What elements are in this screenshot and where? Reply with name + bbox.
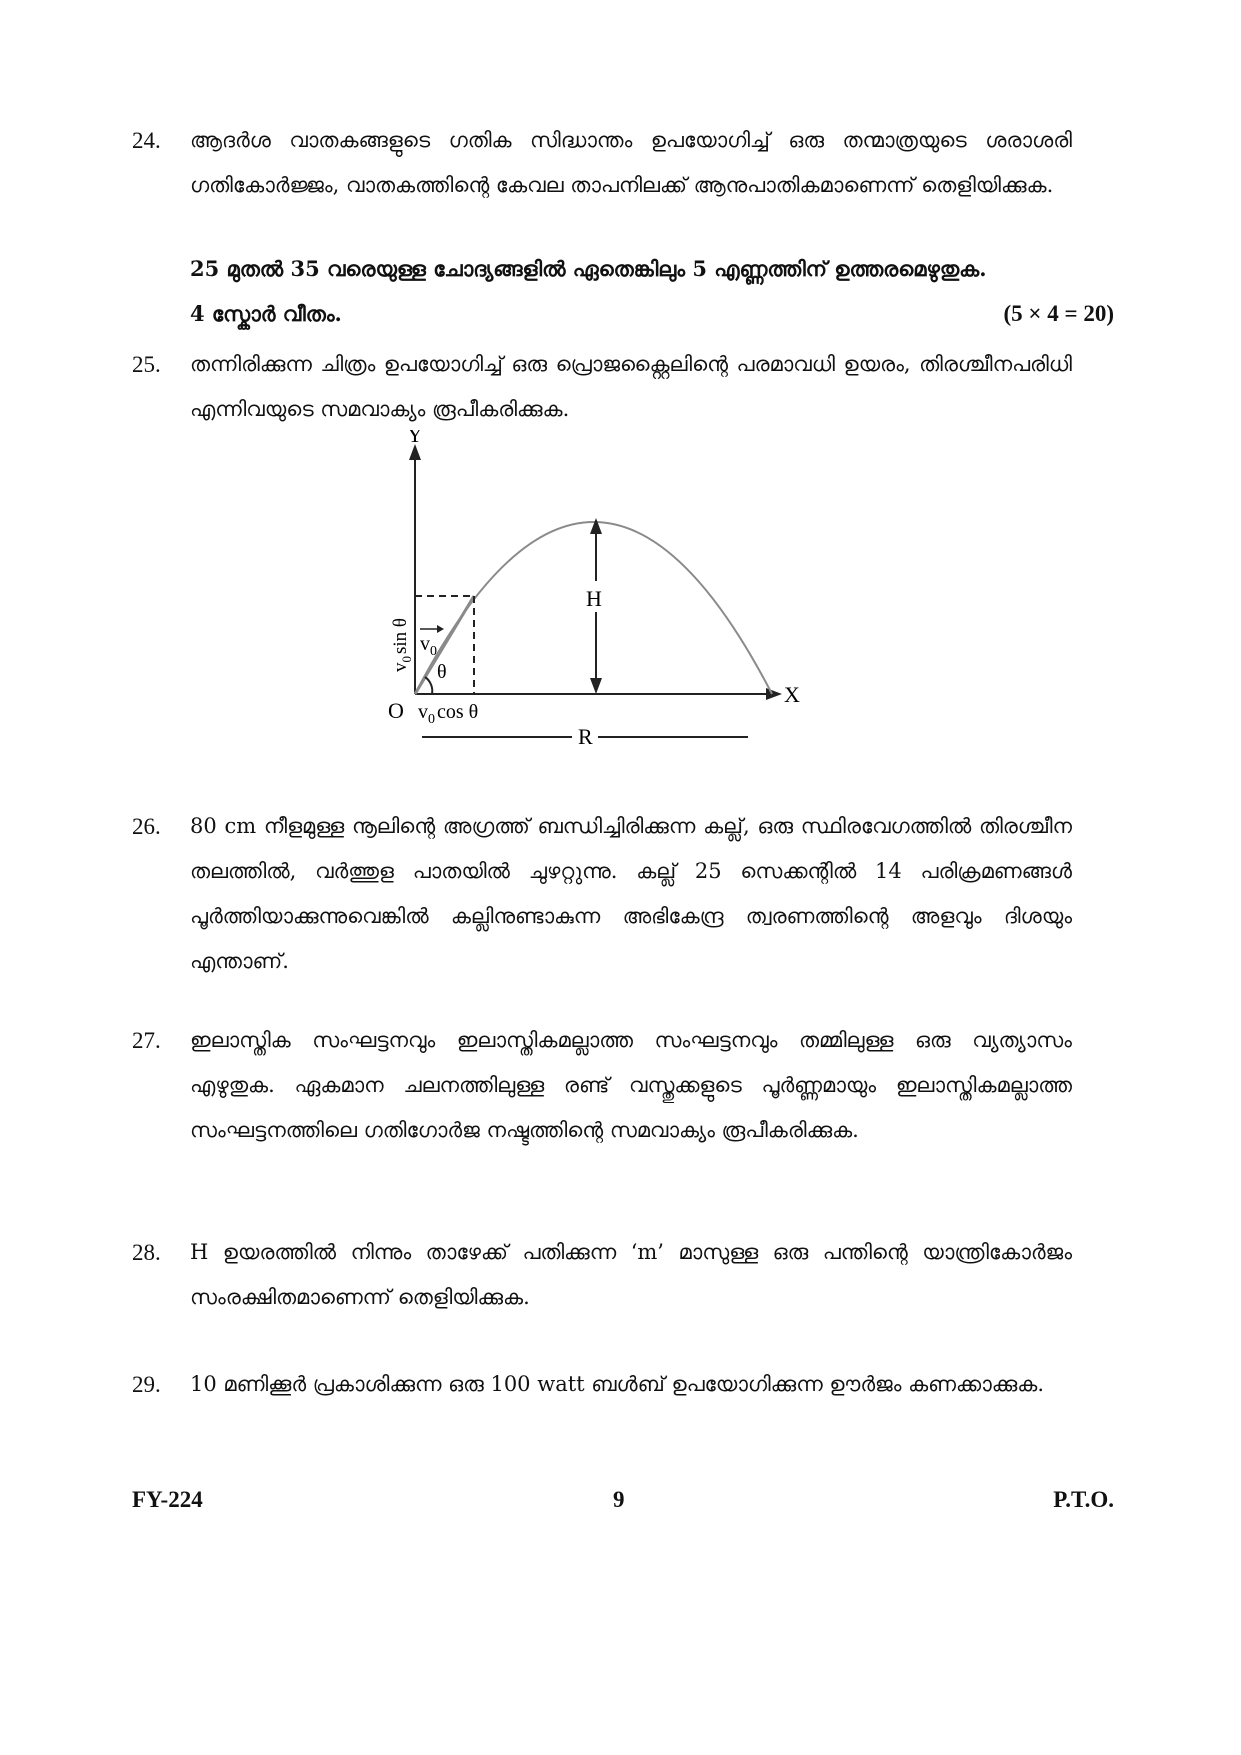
question-text: ആദർശ വാതകങ്ങളുടെ ഗതിക സിദ്ധാന്തം ഉപയോഗിച്ച് ഒരു തന്മാത്രയുടെ ശരാശരി ഗതികോർജ്ജം, വാതകത്തിന്റെ കേവല താപനിലക്ക് ആനുപാതികമാണെന്ന് തെളിയിക്കുക. [190, 128, 1072, 197]
page-number: 9 [613, 1487, 625, 1512]
section-instruction [190, 246, 1114, 336]
angle-label: θ [437, 661, 447, 683]
question-29 [132, 1362, 1072, 1407]
height-arrow-top [590, 518, 602, 534]
horizontal-component-label: $v_0$ cos θ [418, 701, 479, 727]
instruction-line-1: 25 മുതൽ 35 വരെയുള്ള ചോദ്യങ്ങളിൽ ഏതെങ്കിലും 5 എണ്ണത്തിന് ഉത്തരമെഴുതുക. [190, 256, 987, 281]
marks-allocation: (5 × 4 = 20) [1003, 301, 1114, 326]
question-text: H ഉയരത്തിൽ നിന്നും താഴേക്ക് പതിക്കുന്ന ‘m’ മാസുള്ള ഒരു പന്തിന്റെ യാന്ത്രികോർജം സംരക്ഷിതമാണെന്ന് തെളിയിക്കുക. [190, 1240, 1072, 1309]
question-number: 25. [132, 352, 161, 377]
question-text: 10 മണിക്കൂർ പ്രകാശിക്കുന്ന ഒരു 100 watt ബൾബ് ഉപയോഗിക്കുന്ന ഊർജം കണക്കാക്കുക. [190, 1372, 1044, 1396]
projectile-figure [380, 430, 820, 764]
height-arrow-bottom [590, 678, 602, 694]
question-number: 29. [132, 1372, 161, 1397]
question-28 [132, 1230, 1072, 1320]
y-axis-label: Y [407, 430, 423, 447]
question-number: 27. [132, 1028, 161, 1053]
origin-label: O [388, 698, 404, 723]
question-27 [132, 1018, 1072, 1153]
question-number: 24. [132, 128, 161, 153]
instruction-line-2: 4 സ്കോർ വീതം. [190, 301, 342, 326]
question-text: ഇലാസ്തിക സംഘട്ടനവും ഇലാസ്തികമല്ലാത്ത സംഘട്ടനവും തമ്മിലുള്ള ഒരു വ്യത്യാസം എഴുതുക. ഏകമാന ചലനത്തിലുള്ള രണ്ട് വസ്തുക്കളുടെ പൂർണ്ണമായും ഇലാസ്തികമല്ലാത്ത സംഘട്ടനത്തിലെ ഗതിഗോർജ നഷ്ടത്തിന്റെ സമവാക്യം രൂപീകരിക്കുക. [190, 1028, 1072, 1142]
question-24 [132, 118, 1072, 208]
question-number: 26. [132, 814, 161, 839]
please-turn-over: P.T.O. [1053, 1487, 1114, 1512]
question-text: തന്നിരിക്കുന്ന ചിത്രം ഉപയോഗിച്ച് ഒരു പ്രൊജക്റ്റൈലിന്റെ പരമാവധി ഉയരം, തിരശ്ചീനപരിധി എന്നിവയുടെ സമവാക്യം രൂപീകരിക്കുക. [190, 352, 1072, 421]
question-26 [132, 804, 1072, 984]
range-label: R [578, 724, 593, 749]
velocity-arrow-head [437, 625, 444, 633]
x-axis-arrow [766, 688, 782, 700]
vertical-component-label: $v_0\sin$ θ [390, 617, 414, 672]
angle-arc [425, 677, 432, 694]
question-number: 28. [132, 1240, 161, 1265]
projectile-diagram [380, 430, 820, 760]
question-25 [132, 342, 1072, 432]
question-text: 80 cm നീളമുള്ള നൂലിന്റെ അഗ്രത്ത് ബന്ധിച്ചിരിക്കുന്ന കല്ല്, ഒരു സ്ഥിരവേഗത്തിൽ തിരശ്ചീന തലത്തിൽ, വർത്തുള പാതയിൽ ചുഴറ്റുന്നു. കല്ല് 25 സെക്കന്റിൽ 14 പരിക്രമണങ്ങൾ പൂർത്തിയാക്കുന്നുവെങ്കിൽ കല്ലിനുണ്ടാകുന്ന അഭികേന്ദ്ര ത്വരണത്തിന്റെ അളവും ദിശയും എന്താണ്. [190, 814, 1072, 973]
x-axis-label: X [784, 682, 800, 707]
instruction-score-row [190, 291, 1114, 336]
velocity-label: $v_0$ [420, 633, 437, 659]
paper-code: FY-224 [132, 1487, 203, 1512]
height-label: H [586, 586, 602, 611]
